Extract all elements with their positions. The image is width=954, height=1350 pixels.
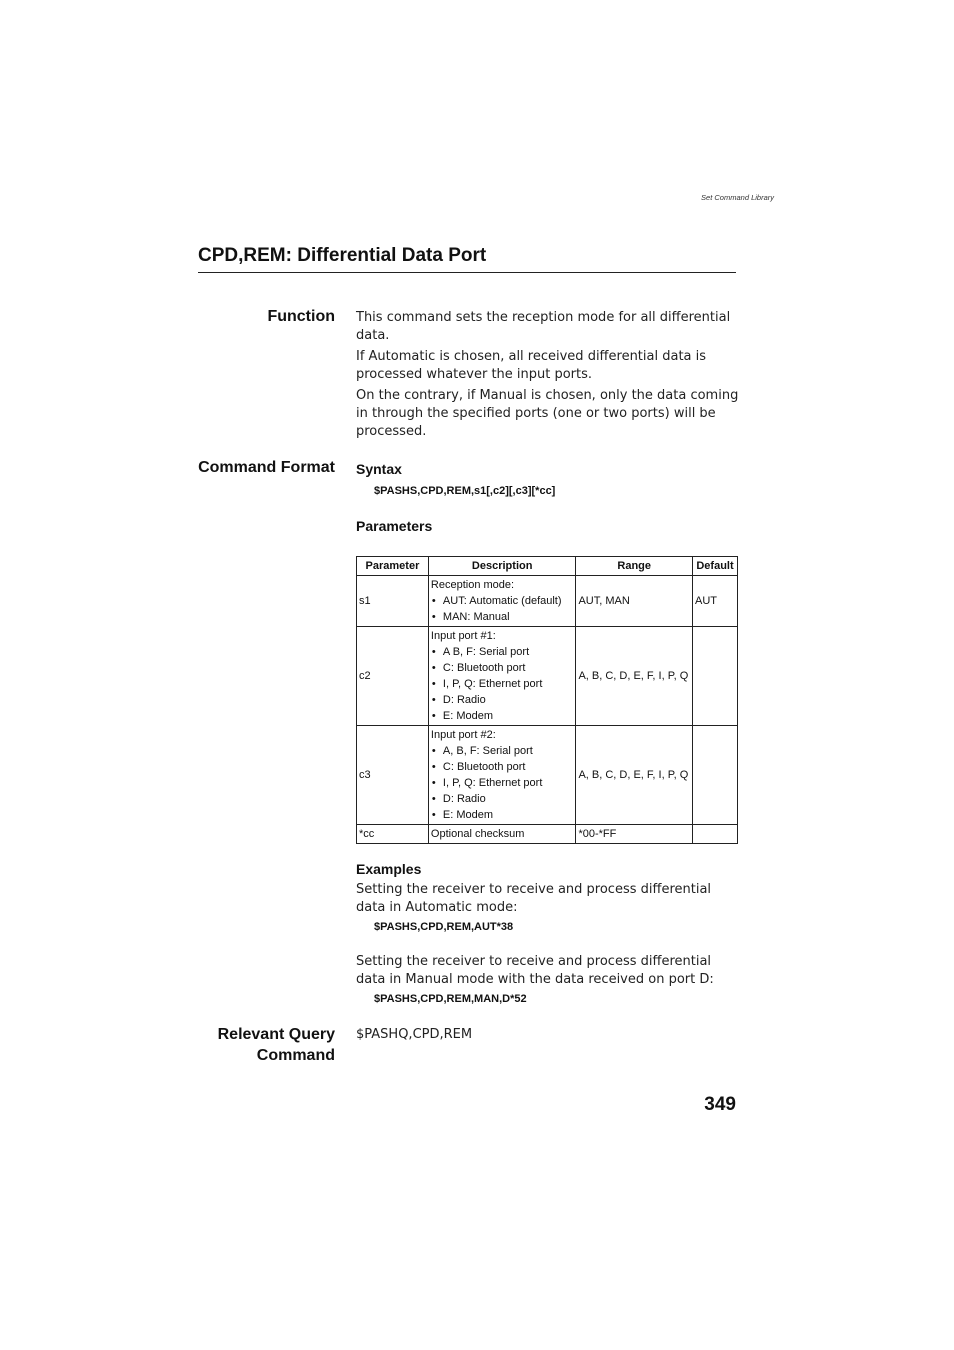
parameters-heading: Parameters bbox=[356, 518, 433, 534]
syntax-block bbox=[356, 460, 740, 498]
table-row bbox=[357, 576, 738, 627]
column-header: Description bbox=[428, 557, 576, 576]
description-item: • D: Radio bbox=[431, 692, 574, 708]
table-body bbox=[357, 576, 738, 844]
column-header: Range bbox=[576, 557, 693, 576]
description-list bbox=[431, 644, 574, 724]
example-code: $PASHS,CPD,REM,AUT*38 bbox=[374, 921, 514, 933]
default-cell: AUT bbox=[693, 576, 738, 627]
description-cell bbox=[428, 825, 576, 844]
description-item: • C: Bluetooth port bbox=[431, 759, 574, 775]
description-item: • E: Modem bbox=[431, 708, 574, 724]
description-item: • D: Radio bbox=[431, 791, 574, 807]
description-item: • E: Modem bbox=[431, 807, 574, 823]
relevant-query-heading-line1: Relevant Query bbox=[217, 1026, 335, 1043]
description-intro: Reception mode: bbox=[430, 579, 515, 591]
example-text: Setting the receiver to receive and process differential data in Manual mode with the data received on port D: bbox=[356, 954, 714, 987]
description-list bbox=[431, 593, 574, 625]
table-header-row bbox=[357, 557, 738, 576]
function-heading: Function bbox=[267, 308, 335, 325]
description-item: • I, P, Q: Ethernet port bbox=[431, 676, 574, 692]
parameters-block bbox=[356, 517, 740, 535]
description-intro: Optional checksum bbox=[430, 828, 525, 840]
column-header: Default bbox=[693, 557, 738, 576]
description-intro: Input port #1: bbox=[430, 630, 496, 642]
table-row bbox=[357, 726, 738, 825]
description-list bbox=[431, 743, 574, 823]
param-cell: c2 bbox=[357, 627, 429, 726]
parameters-table bbox=[356, 556, 738, 844]
description-item: • A B, F: Serial port bbox=[431, 644, 574, 660]
default-cell bbox=[693, 825, 738, 844]
range-cell: AUT, MAN bbox=[576, 576, 693, 627]
description-item: • MAN: Manual bbox=[431, 609, 574, 625]
relevant-query-heading bbox=[150, 1024, 335, 1066]
syntax-heading: Syntax bbox=[356, 461, 402, 477]
range-cell: A, B, C, D, E, F, I, P, Q bbox=[576, 627, 693, 726]
command-format-heading: Command Format bbox=[198, 459, 335, 476]
table-row bbox=[357, 825, 738, 844]
examples-heading: Examples bbox=[356, 861, 422, 877]
page-number: 349 bbox=[704, 1094, 736, 1115]
running-header: Set Command Library bbox=[701, 193, 774, 202]
relevant-query-body bbox=[356, 1026, 740, 1047]
description-item: • A, B, F: Serial port bbox=[431, 743, 574, 759]
param-cell: *cc bbox=[357, 825, 429, 844]
range-cell: A, B, C, D, E, F, I, P, Q bbox=[576, 726, 693, 825]
description-item: • I, P, Q: Ethernet port bbox=[431, 775, 574, 791]
description-item: • C: Bluetooth port bbox=[431, 660, 574, 676]
relevant-query-value: $PASHQ,CPD,REM bbox=[356, 1027, 473, 1042]
example-text: Setting the receiver to receive and process differential data in Automatic mode: bbox=[356, 882, 712, 915]
description-cell bbox=[428, 726, 576, 825]
column-header: Parameter bbox=[357, 557, 429, 576]
example-code: $PASHS,CPD,REM,MAN,D*52 bbox=[374, 993, 527, 1005]
description-intro: Input port #2: bbox=[430, 729, 496, 741]
description-item: • AUT: Automatic (default) bbox=[431, 593, 574, 609]
relevant-query-heading-line2: Command bbox=[256, 1047, 335, 1064]
description-cell bbox=[428, 576, 576, 627]
param-cell: c3 bbox=[357, 726, 429, 825]
examples-block bbox=[356, 860, 740, 1006]
table-row bbox=[357, 627, 738, 726]
page-title: CPD,REM: Differential Data Port bbox=[198, 244, 736, 273]
function-paragraph: On the contrary, if Manual is chosen, only the data coming in through the specified ports (one or two ports) will be processed. bbox=[356, 388, 739, 439]
default-cell bbox=[693, 627, 738, 726]
syntax-code: $PASHS,CPD,REM,s1[,c2][,c3][*cc] bbox=[374, 485, 556, 497]
function-body bbox=[356, 309, 740, 444]
param-cell: s1 bbox=[357, 576, 429, 627]
description-cell bbox=[428, 627, 576, 726]
function-paragraph: This command sets the reception mode for all differential data. bbox=[356, 310, 731, 343]
default-cell bbox=[693, 726, 738, 825]
range-cell: *00-*FF bbox=[576, 825, 693, 844]
function-paragraph: If Automatic is chosen, all received differential data is processed whatever the input ports. bbox=[356, 349, 707, 382]
